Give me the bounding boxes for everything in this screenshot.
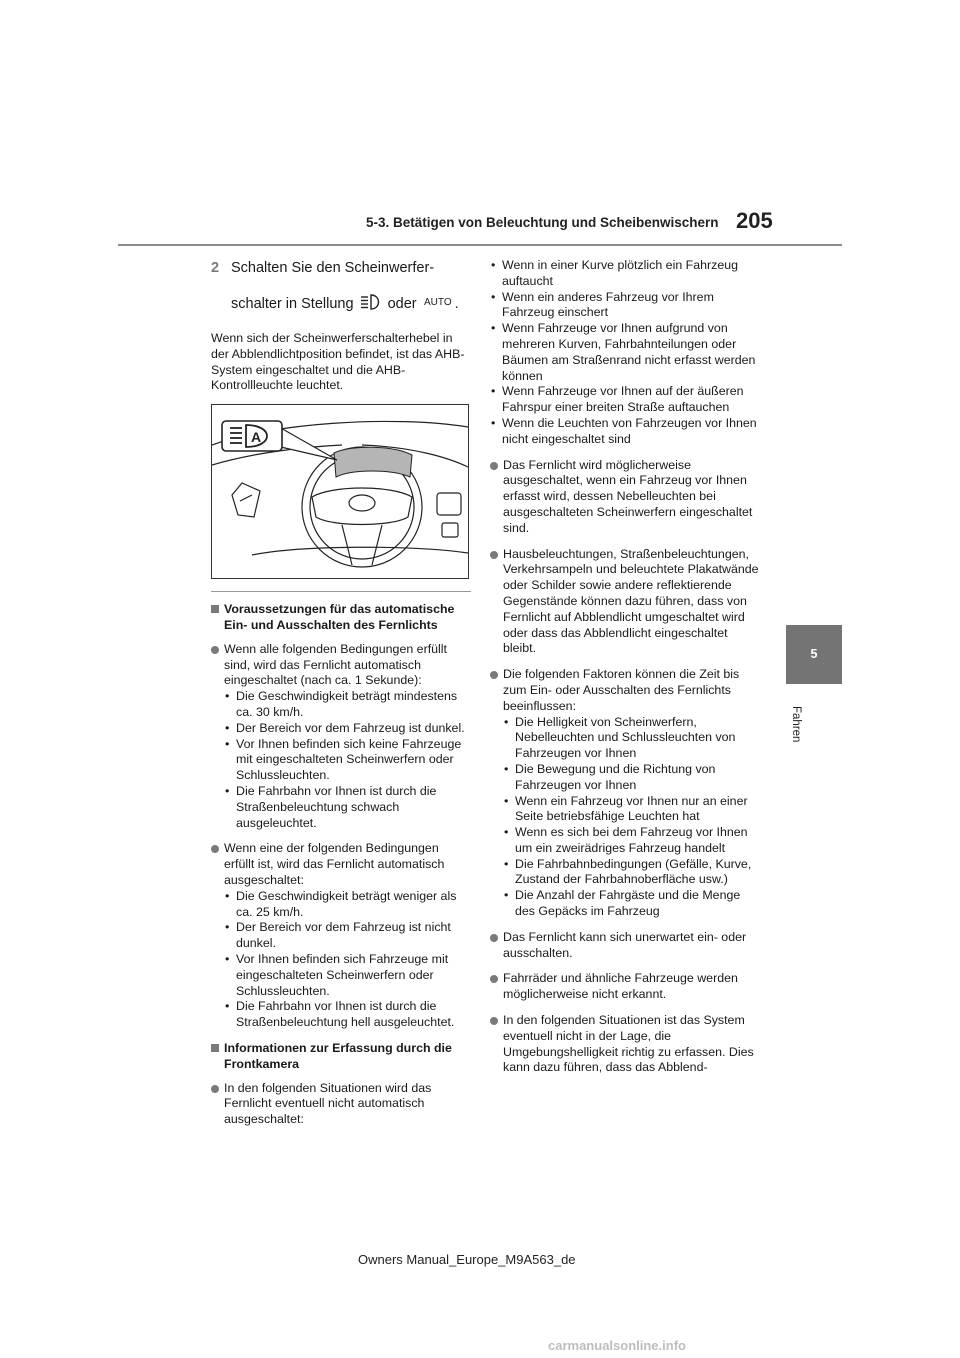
bullet-text: Die folgenden Faktoren können die Zeit bis zum Ein- oder Ausschalten des Fernlichts beeinflussen: <box>503 667 740 713</box>
list-item: • Vor Ihnen befinden sich Fahrzeuge mit eingeschalteten Scheinwerfern oder Schlussleuchten. <box>224 952 471 999</box>
step-text-position: schalter in Stellung <box>231 296 354 312</box>
list-item: • Wenn ein anderes Fahrzeug vor Ihrem Fahrzeug einschert <box>490 290 760 322</box>
heading-high-beam-conditions: Voraussetzungen für das automatische Ein- und Ausschalten des Fernlichts <box>211 602 471 634</box>
bullet-dot <box>490 975 498 983</box>
bullet-dot <box>490 671 498 679</box>
bullet-text: Das Fernlicht kann sich unerwartet ein- oder ausschalten. <box>503 929 747 960</box>
auto-position-icon <box>423 293 453 317</box>
step-text-or: oder <box>387 296 417 312</box>
bullet-dot <box>490 462 498 470</box>
bullet-ambient-brightness <box>490 1013 760 1076</box>
step-text-line2 <box>231 293 471 317</box>
footer-text: Owners Manual_Europe_M9A563_de <box>358 1252 576 1267</box>
list-item: • Die Anzahl der Fahrgäste und die Menge des Gepäcks im Fahrzeug <box>503 888 760 920</box>
ahb-headlight-icon <box>360 293 382 317</box>
step-2 <box>211 258 471 317</box>
page-number: 205 <box>736 208 773 233</box>
list-item: • Die Fahrbahnbedingungen (Gefälle, Kurve, Zustand der Fahrbahnoberfläche usw.) <box>503 857 760 889</box>
list-item: • Wenn in einer Kurve plötzlich ein Fahrzeug auftaucht <box>490 258 760 290</box>
heading-front-camera: Informationen zur Erfassung durch die Frontkamera <box>211 1041 471 1073</box>
step-end: . <box>454 296 459 312</box>
intro-paragraph: Wenn sich der Scheinwerferschalterhebel in der Abblendlichtposition befindet, ist das AHB-System eingeschaltet und die AHB-Kontrollleuchte leuchtet. <box>211 331 465 393</box>
list-item: • Die Fahrbahn vor Ihnen ist durch die Straßenbeleuchtung hell ausgeleuchtet. <box>224 999 471 1031</box>
bullet-dot <box>490 934 498 942</box>
section-title: 5-3. Betätigen von Beleuchtung und Scheibenwischern <box>366 215 719 230</box>
list-item: • Wenn Fahrzeuge vor Ihnen aufgrund von mehreren Kurven, Fahrbahnteilungen oder Bäumen am Straßenrand nicht erfasst werden können <box>490 321 760 384</box>
list-item: • Wenn es sich bei dem Fahrzeug vor Ihnen um ein zweirädriges Fahrzeug handelt <box>503 825 760 857</box>
bullet-text: Wenn alle folgenden Bedingungen erfüllt sind, wird das Fernlicht automatisch eingeschaltet (nach ca. 1 Sekunde): <box>224 641 447 688</box>
bullet-fog-lights <box>490 458 760 537</box>
bullet-text: Fahrräder und ähnliche Fahrzeuge werden möglicherweise nicht erkannt. <box>503 971 738 1002</box>
bullet-on-conditions <box>211 642 471 832</box>
list-item: • Die Bewegung und die Richtung von Fahrzeugen vor Ihnen <box>503 762 760 794</box>
bullet-unexpected <box>490 930 760 962</box>
chapter-number: 5 <box>810 647 818 661</box>
section-divider <box>211 591 471 592</box>
bullet-dot <box>211 1085 219 1093</box>
bullet-house-lights <box>490 547 760 658</box>
chapter-label: Fahren <box>790 706 802 743</box>
svg-text:AUTO: AUTO <box>423 297 452 308</box>
bullet-dot <box>490 551 498 559</box>
bullet-text: Hausbeleuchtungen, Straßenbeleuchtungen, Verkehrsampeln und beleuchtete Plakatwände oder Schilder sowie andere reflektierende Gegenstände können dazu führen, dass von Fernlicht auf Abblendlicht umgeschaltet wird oder dass das Abblendlicht eingeschaltet bleibt. <box>503 546 759 656</box>
step-text-line1: Schalten Sie den Scheinwerfer- <box>231 260 435 276</box>
bullet-text: Das Fernlicht wird möglicherweise ausgeschaltet, wenn ein Fahrzeug vor Ihnen erfasst wird, dessen Nebelleuchten bei ausgeschalteten Scheinwerfern eingeschaltet sind. <box>503 457 753 535</box>
situations-list <box>490 258 760 448</box>
chapter-tab[interactable] <box>786 625 842 684</box>
svg-text:A: A <box>251 429 262 446</box>
bullet-dot <box>490 1017 498 1025</box>
watermark: carmanualsonline.info <box>548 1338 686 1353</box>
list-item: • Vor Ihnen befinden sich keine Fahrzeuge mit eingeschalteten Scheinwerfern oder Schlussleuchten. <box>224 737 471 784</box>
steering-wheel-illustration <box>211 404 469 579</box>
list-item: • Die Geschwindigkeit beträgt weniger als ca. 25 km/h. <box>224 889 471 921</box>
list-item: • Die Fahrbahn vor Ihnen ist durch die Straßenbeleuchtung schwach ausgeleuchtet. <box>224 784 471 831</box>
step-number: 2 <box>211 260 220 276</box>
list-item: • Der Bereich vor dem Fahrzeug ist nicht dunkel. <box>224 920 471 952</box>
left-column <box>211 258 471 1138</box>
list-item: • Wenn ein Fahrzeug vor Ihnen nur an einer Seite betriebsfähige Leuchten hat <box>503 794 760 826</box>
bullet-text: Wenn eine der folgenden Bedingungen erfüllt ist, wird das Fernlicht automatisch ausgeschaltet: <box>224 841 445 887</box>
bullet-not-auto-off <box>211 1081 471 1128</box>
right-column <box>490 258 760 1086</box>
list-item: • Der Bereich vor dem Fahrzeug ist dunkel. <box>224 721 471 737</box>
list-item: • Die Geschwindigkeit beträgt mindestens ca. 30 km/h. <box>224 689 471 721</box>
bullet-bicycles <box>490 971 760 1003</box>
list-item: • Wenn die Leuchten von Fahrzeugen vor Ihnen nicht eingeschaltet sind <box>490 416 760 448</box>
bullet-dot <box>211 845 219 853</box>
header-divider <box>118 244 842 246</box>
list-item: • Wenn Fahrzeuge vor Ihnen auf der äußeren Fahrspur einer breiten Straße auftauchen <box>490 384 760 416</box>
bullet-text: In den folgenden Situationen ist das System eventuell nicht in der Lage, die Umgebungshelligkeit richtig zu erfassen. Dies kann dazu führen, dass das Abblend- <box>503 1013 754 1075</box>
bullet-off-conditions <box>211 841 471 1031</box>
bullet-text: In den folgenden Situationen wird das Fernlicht eventuell nicht automatisch ausgeschaltet: <box>224 1080 432 1127</box>
list-item: • Die Helligkeit von Scheinwerfern, Nebelleuchten und Schlussleuchten von Fahrzeugen vor Ihnen <box>503 715 760 762</box>
bullet-factors <box>490 667 760 920</box>
bullet-dot <box>211 646 219 654</box>
